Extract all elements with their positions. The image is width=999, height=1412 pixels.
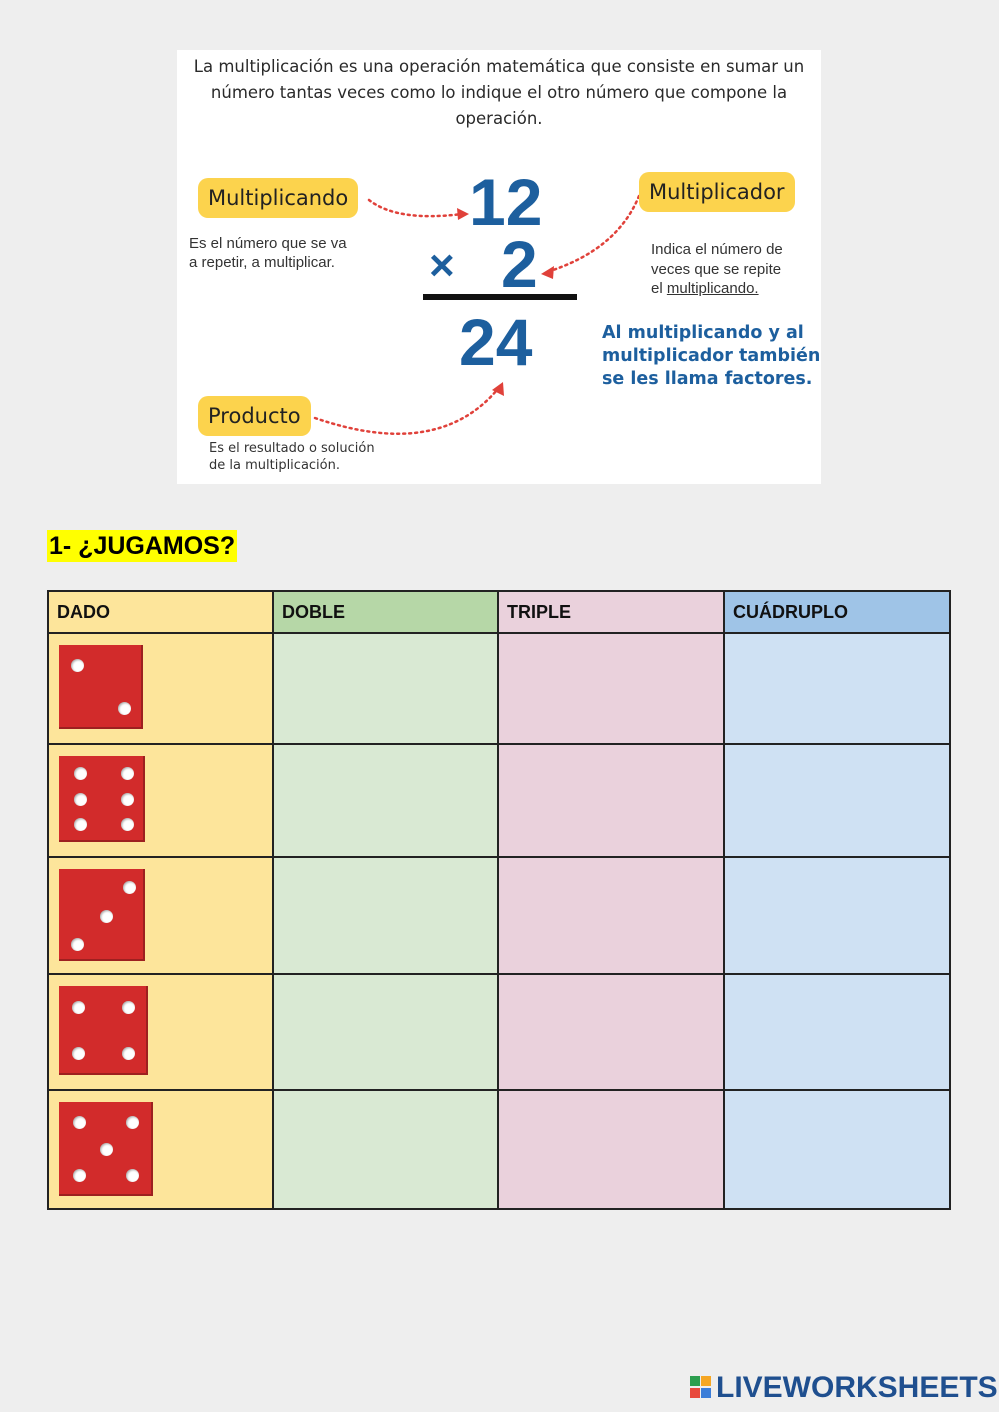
header-dado: DADO [48, 591, 273, 633]
producto-desc-line1: Es el resultado o solución [209, 441, 375, 456]
producto-desc-line2: de la multiplicación. [209, 458, 340, 473]
table-row [48, 1090, 950, 1209]
die-pip [74, 793, 87, 806]
arrow-multiplicador [547, 196, 639, 272]
multiplicador-desc-line1: Indica el número de [651, 241, 783, 258]
die-icon [59, 869, 145, 961]
dado-cell [48, 744, 273, 857]
multiplicador-desc [651, 240, 783, 299]
multiplicador-desc-line2: veces que se repite [651, 260, 782, 278]
die-pip [122, 1001, 135, 1014]
operation-multiplier: 2 [501, 227, 538, 301]
multiplication-infographic [177, 50, 821, 484]
die-icon [59, 1102, 153, 1196]
producto-desc [209, 440, 375, 474]
die-pip [121, 767, 134, 780]
triple-answer-cell[interactable] [498, 974, 724, 1090]
header-triple: TRIPLE [498, 591, 724, 633]
operation-product: 24 [459, 305, 533, 379]
dado-cell [48, 633, 273, 744]
operation-sign: × [429, 241, 455, 290]
table-row [48, 974, 950, 1090]
table-row [48, 857, 950, 974]
multiplicador-desc-underlined: multiplicando. [666, 280, 759, 297]
multiplicando-desc-line1: Es el número que se va [189, 235, 347, 252]
triple-answer-cell[interactable] [498, 1090, 724, 1209]
dado-cell [48, 1090, 273, 1209]
die-pip [71, 938, 84, 951]
doble-answer-cell[interactable] [273, 633, 498, 744]
liveworksheets-logo [716, 1372, 998, 1404]
doble-answer-cell[interactable] [273, 974, 498, 1090]
doble-answer-cell[interactable] [273, 857, 498, 974]
die-pip [71, 659, 84, 672]
factors-note: Al multiplicando y al multiplicador también se les llama factores. [602, 323, 821, 389]
arrow-producto [315, 390, 497, 434]
liveworksheets-logo-icon [690, 1376, 712, 1400]
arrow-multiplicando [369, 200, 462, 216]
table-header-row [48, 591, 950, 633]
multiplicador-label: Multiplicador [639, 172, 795, 212]
die-pip [100, 910, 113, 923]
logo-text: LIVEWORKSHEETS [716, 1371, 998, 1404]
dado-cell [48, 857, 273, 974]
dado-cell [48, 974, 273, 1090]
multiplicador-desc-line3 [651, 279, 783, 299]
die-pip [123, 881, 136, 894]
arrowhead-multiplicador [541, 266, 554, 279]
triple-answer-cell[interactable] [498, 857, 724, 974]
cuadruplo-answer-cell[interactable] [724, 744, 950, 857]
dice-table [47, 590, 951, 1210]
die-pip [121, 818, 134, 831]
table-row [48, 744, 950, 857]
doble-answer-cell[interactable] [273, 744, 498, 857]
section-title: 1- ¿JUGAMOS? [49, 532, 236, 560]
triple-answer-cell[interactable] [498, 633, 724, 744]
die-pip [126, 1169, 139, 1182]
cuadruplo-answer-cell[interactable] [724, 857, 950, 974]
operation-multiplicand: 12 [469, 165, 543, 239]
die-pip [122, 1047, 135, 1060]
arrowhead-multiplicando [457, 208, 469, 220]
multiplicando-desc [189, 234, 347, 272]
multiplicando-label: Multiplicando [198, 178, 358, 218]
table-row [48, 633, 950, 744]
die-pip [74, 818, 87, 831]
header-cuadruplo: CUÁDRUPLO [724, 591, 950, 633]
triple-answer-cell[interactable] [498, 744, 724, 857]
doble-answer-cell[interactable] [273, 1090, 498, 1209]
die-pip [72, 1001, 85, 1014]
cuadruplo-answer-cell[interactable] [724, 974, 950, 1090]
intro-text: La multiplicación es una operación matemática que consiste en sumar un número tantas veces como lo indique el otro número que compone la operación. [193, 57, 805, 128]
die-pip [73, 1116, 86, 1129]
die-pip [121, 793, 134, 806]
multiplicador-desc-prefix: el [651, 280, 663, 297]
die-pip [74, 767, 87, 780]
die-icon [59, 645, 143, 729]
die-pip [100, 1143, 113, 1156]
cuadruplo-answer-cell[interactable] [724, 633, 950, 744]
die-pip [118, 702, 131, 715]
die-pip [73, 1169, 86, 1182]
multiplicando-desc-line2: a repetir, a multiplicar. [189, 254, 335, 271]
die-pip [72, 1047, 85, 1060]
die-icon [59, 756, 145, 842]
producto-label: Producto [198, 396, 311, 436]
cuadruplo-answer-cell[interactable] [724, 1090, 950, 1209]
header-doble: DOBLE [273, 591, 498, 633]
die-pip [126, 1116, 139, 1129]
die-icon [59, 986, 148, 1075]
